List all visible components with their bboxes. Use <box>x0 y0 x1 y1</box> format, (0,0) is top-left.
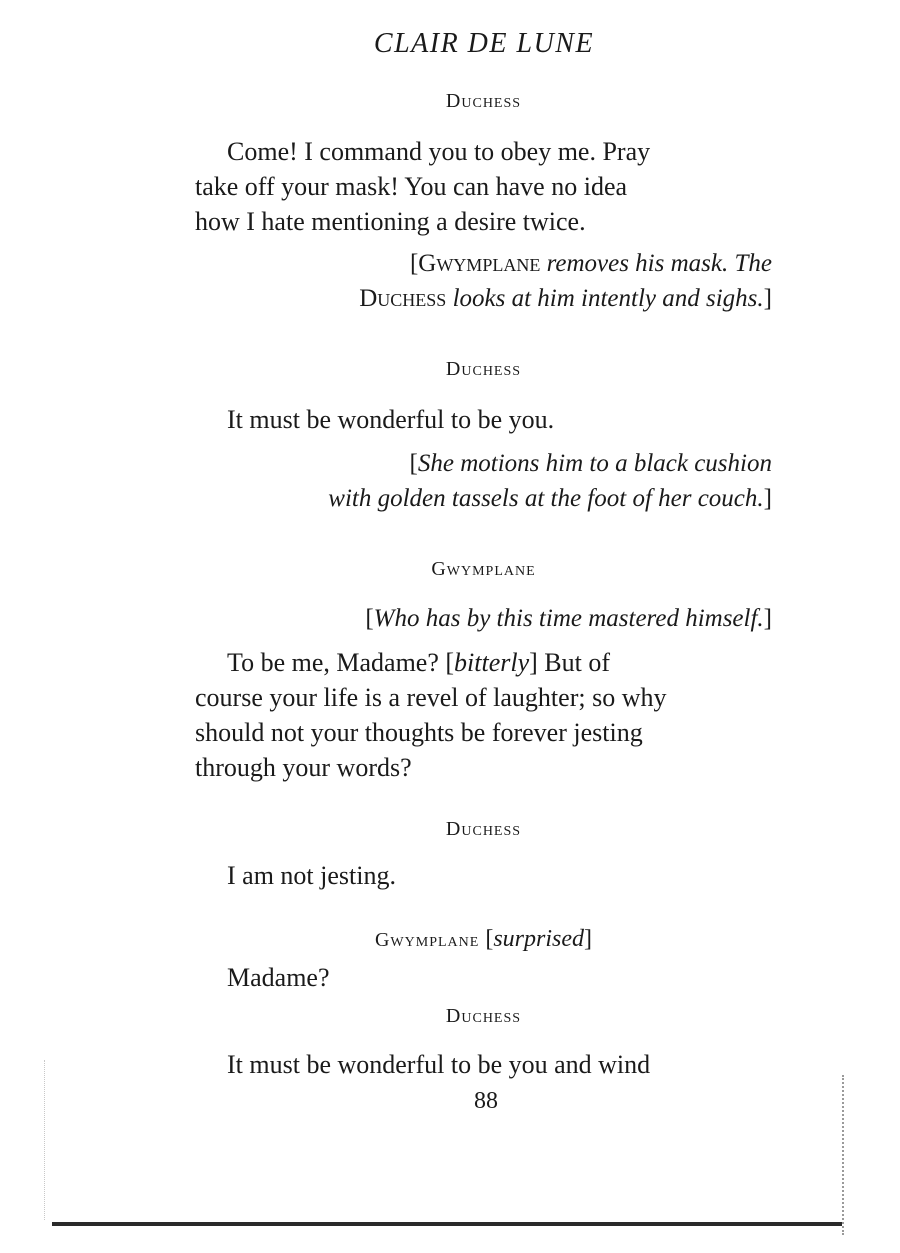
character-name: Gwymplane <box>374 929 480 951</box>
speaker-heading: Duchess <box>445 90 522 112</box>
bracket: ] <box>763 285 772 312</box>
scan-edge-mark <box>842 1075 846 1235</box>
speech <box>195 1047 772 1082</box>
speaker-heading: Duchess <box>445 818 522 840</box>
inline-direction: surprised <box>493 926 584 952</box>
direction-text: She motions him to a black cushion <box>417 450 772 477</box>
speech-line <box>195 645 772 680</box>
speech-line: Come! I command you to obey me. Pray <box>227 137 651 166</box>
page-bottom-edge <box>52 1222 842 1226</box>
speech-line: It must be wonderful to be you. <box>227 405 555 434</box>
direction-text: with golden tassels at the foot of her couch. <box>328 485 764 512</box>
scan-edge-mark <box>44 1060 47 1220</box>
bracket: [ <box>479 926 494 952</box>
speech-text: To be me, Madame? [ <box>227 648 455 677</box>
speech <box>195 402 772 437</box>
speech-text: ] But of <box>529 648 611 677</box>
speech-line: course your life is a revel of laughter; so why <box>195 683 667 712</box>
speech-line: should not your thoughts be forever jesting <box>195 718 643 747</box>
speech-line: It must be wonderful to be you and wind <box>227 1050 651 1079</box>
speech <box>195 858 772 893</box>
bracket: [ <box>409 450 418 477</box>
speaker-heading: Duchess <box>445 358 522 380</box>
character-name: Gwymplane <box>418 250 541 277</box>
speech-line: how I hate mentioning a desire twice. <box>195 207 586 236</box>
speech <box>195 134 772 239</box>
running-title: CLAIR DE LUNE <box>373 28 595 59</box>
inline-direction: bitterly <box>454 648 530 677</box>
speech-line: I am not jesting. <box>227 861 396 890</box>
speech-line: Madame? <box>227 963 330 992</box>
speaker-heading: Gwymplane <box>431 558 536 580</box>
bracket: ] <box>584 926 592 952</box>
speech-line: through your words? <box>195 753 412 782</box>
speech <box>195 960 772 995</box>
bracket: ] <box>763 485 772 512</box>
page-number: 88 <box>474 1088 498 1114</box>
stage-direction <box>255 446 772 516</box>
stage-direction <box>255 246 772 316</box>
direction-text: Who has by this time mastered himself. <box>373 605 764 632</box>
stage-direction <box>255 601 772 636</box>
speaker-heading <box>195 926 772 953</box>
direction-text: looks at him intently and sighs. <box>446 285 764 312</box>
character-name: Duchess <box>359 285 447 312</box>
bracket: [ <box>409 250 419 277</box>
direction-text: removes his mask. The <box>540 250 772 277</box>
speech <box>195 645 772 785</box>
speaker-heading: Duchess <box>445 1005 522 1027</box>
bracket: [ <box>365 605 374 632</box>
speech-line: take off your mask! You can have no idea <box>195 172 628 201</box>
bracket: ] <box>763 605 772 632</box>
